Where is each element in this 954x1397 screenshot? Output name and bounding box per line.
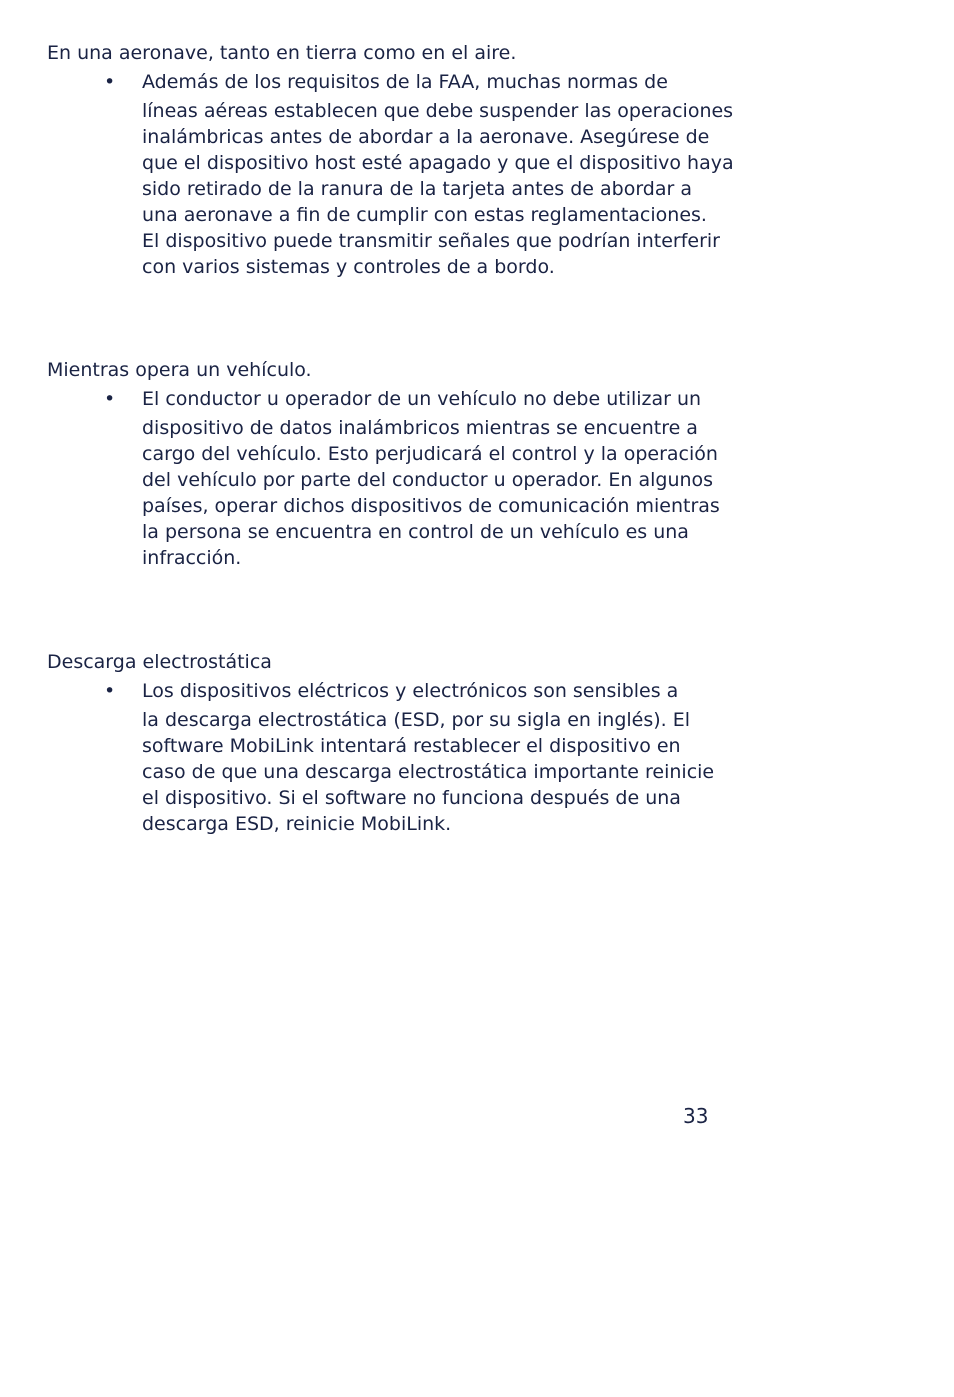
text-line: cargo del vehículo. Esto perjudicará el control y la operación — [142, 443, 718, 465]
bullet-text-vehicle — [142, 386, 742, 571]
text-line: líneas aéreas establecen que debe suspender las operaciones — [142, 100, 734, 122]
text-line: dispositivo de datos inalámbricos mientras se encuentre a — [142, 417, 698, 439]
text-line: Además de los requisitos de la FAA, muchas normas de — [142, 71, 668, 93]
bullet-marker: • — [104, 388, 116, 410]
text-line: la descarga electrostática (ESD, por su sigla en inglés). El — [142, 709, 691, 731]
text-line: sido retirado de la ranura de la tarjeta antes de abordar a — [142, 178, 692, 200]
text-line: la persona se encuentra en control de un vehículo es una — [142, 521, 689, 543]
bullet-text-esd — [142, 678, 742, 837]
text-line: software MobiLink intentará restablecer el dispositivo en — [142, 735, 681, 757]
text-line: que el dispositivo host esté apagado y que el dispositivo haya — [142, 152, 734, 174]
bullet-marker: • — [104, 71, 116, 93]
section-heading-esd: Descarga electrostática — [47, 651, 272, 673]
bullet-text-aircraft — [142, 69, 742, 280]
text-line: caso de que una descarga electrostática importante reinicie — [142, 761, 715, 783]
page-number: 33 — [683, 1104, 709, 1128]
text-line: infracción. — [142, 547, 242, 569]
bullet-marker: • — [104, 680, 116, 702]
section-heading-vehicle: Mientras opera un vehículo. — [47, 359, 312, 381]
text-line: El conductor u operador de un vehículo no debe utilizar un — [142, 388, 702, 410]
section-heading-aircraft: En una aeronave, tanto en tierra como en el aire. — [47, 42, 517, 64]
text-line: países, operar dichos dispositivos de comunicación mientras — [142, 495, 720, 517]
text-line: El dispositivo puede transmitir señales que podrían interferir — [142, 230, 720, 252]
text-line: el dispositivo. Si el software no funciona después de una — [142, 787, 681, 809]
text-line: una aeronave a fin de cumplir con estas reglamentaciones. — [142, 204, 707, 226]
text-line: inalámbricas antes de abordar a la aeronave. Asegúrese de — [142, 126, 710, 148]
text-line: Los dispositivos eléctricos y electrónicos son sensibles a — [142, 680, 679, 702]
text-line: del vehículo por parte del conductor u operador. En algunos — [142, 469, 714, 491]
text-line: descarga ESD, reinicie MobiLink. — [142, 813, 452, 835]
text-line: con varios sistemas y controles de a bordo. — [142, 256, 555, 278]
